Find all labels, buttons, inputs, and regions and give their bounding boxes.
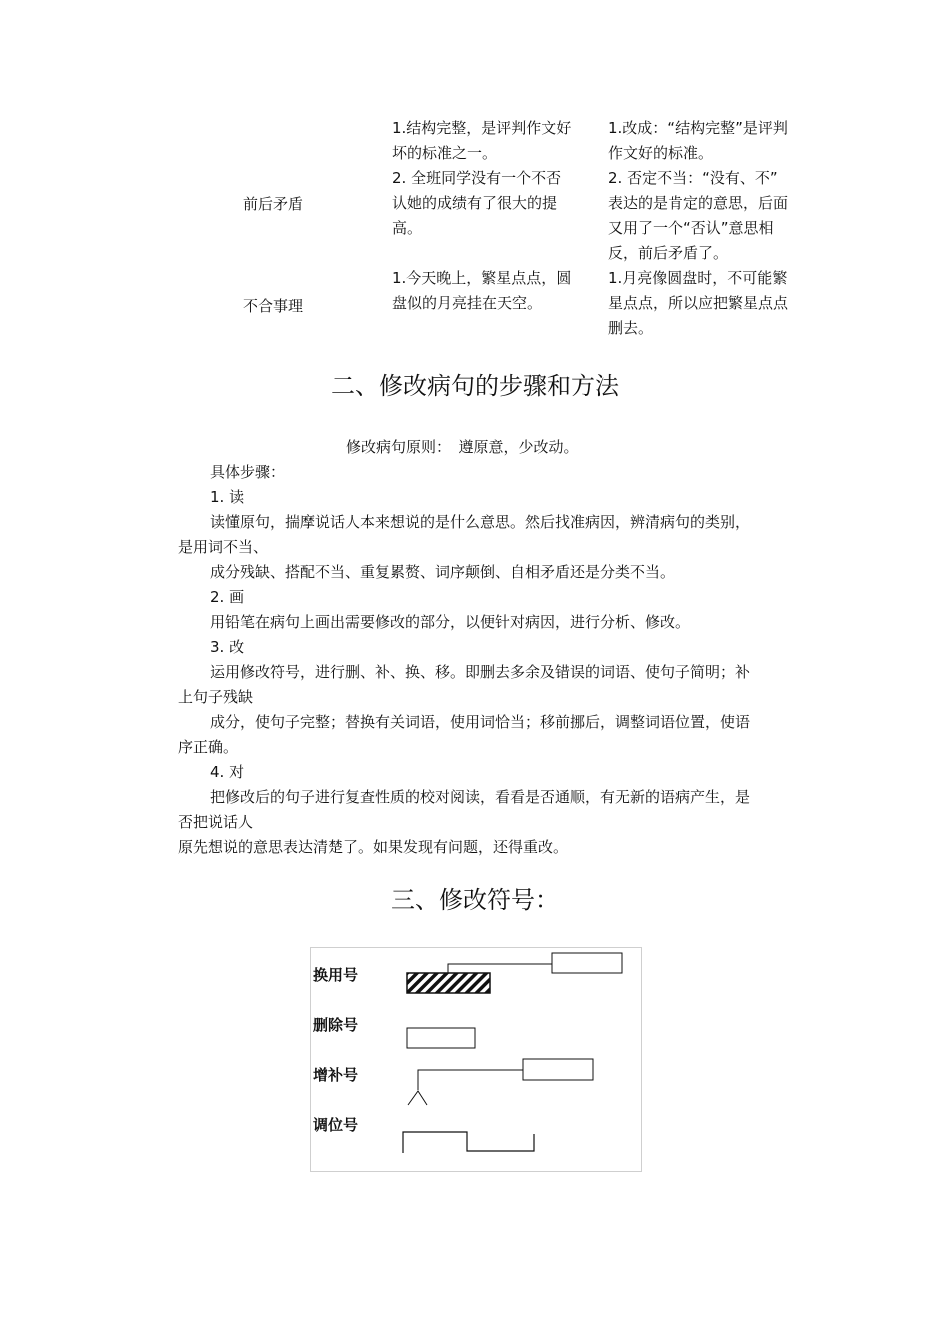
delete-mark-label: 删除号 [313, 1016, 359, 1034]
step-text: 读懂原句，揣摩说话人本来想说的是什么意思。然后找准病因，辨清病句的类别， [210, 513, 751, 531]
steps-heading: 具体步骤： [210, 463, 286, 481]
correction-symbols-figure [310, 947, 642, 1172]
symbols-drawing [311, 948, 641, 1171]
text-line: 2. 全班同学没有一个不否 [392, 169, 562, 187]
example-cell [392, 166, 561, 241]
example-cell [392, 116, 571, 166]
step-text: 成分残缺、搭配不当、重复累赘、词序颠倒、自相矛盾还是分类不当。 [210, 563, 676, 581]
text-line: 1.改成：“结构完整”是评判 [608, 119, 788, 137]
category-unreasonable: 不合事理 [243, 297, 304, 315]
insert-mark-icon [408, 1059, 593, 1105]
step-text: 上句子残缺 [178, 688, 254, 706]
step-text: 成分，使句子完整；替换有关词语，使用词恰当；移前挪后，调整词语位置，使语 [210, 713, 751, 731]
text-line: 1.结构完整，是评判作文好 [392, 119, 572, 137]
transpose-mark-icon [403, 1132, 534, 1153]
replace-mark-label: 换用号 [313, 966, 359, 984]
text-line: 2. 否定不当：“没有、不” [608, 169, 778, 187]
step-text: 是用词不当、 [178, 538, 269, 556]
step-text: 原先想说的意思表达清楚了。如果发现有问题，还得重改。 [178, 838, 569, 856]
text-line: 反，前后矛盾了。 [608, 244, 729, 262]
step-text: 运用修改符号，进行删、补、换、移。即删去多余及错误的词语、使句子简明；补 [210, 663, 751, 681]
step-text: 把修改后的句子进行复查性质的校对阅读，看看是否通顺，有无新的语病产生，是 [210, 788, 751, 806]
step-text: 否把说话人 [178, 813, 254, 831]
step-text: 用铅笔在病句上画出需要修改的部分，以便针对病因，进行分析、修改。 [210, 613, 691, 631]
delete-mark-icon [407, 1028, 475, 1048]
text-line: 盘似的月亮挂在天空。 [392, 294, 543, 312]
text-line: 认她的成绩有了很大的提 [392, 194, 558, 212]
section3-title: 三、修改符号： [391, 886, 559, 914]
category-contradiction: 前后矛盾 [243, 195, 304, 213]
principle-line: 修改病句原则： 遵原意，少改动。 [346, 438, 579, 456]
text-line: 星点点，所以应把繁星点点 [608, 294, 789, 312]
step-heading: 2. 画 [210, 588, 245, 606]
text-line: 作文好的标准。 [608, 144, 714, 162]
correction-cell [608, 116, 788, 166]
replace-mark-icon [407, 953, 622, 993]
text-line: 表达的是肯定的意思，后面 [608, 194, 789, 212]
step-heading: 4. 对 [210, 763, 245, 781]
text-line: 1.月亮像圆盘时，不可能繁 [608, 269, 788, 287]
step-heading: 1. 读 [210, 488, 245, 506]
correction-cell [608, 266, 788, 341]
section2-title: 二、修改病句的步骤和方法 [331, 372, 619, 400]
correction-cell [608, 166, 788, 266]
transpose-mark-label: 调位号 [313, 1116, 359, 1134]
text-line: 高。 [392, 219, 423, 237]
text-line: 又用了一个“否认”意思相 [608, 219, 774, 237]
text-line: 1.今天晚上，繁星点点，圆 [392, 269, 572, 287]
text-line: 坏的标准之一。 [392, 144, 498, 162]
step-heading: 3. 改 [210, 638, 245, 656]
step-text: 序正确。 [178, 738, 239, 756]
insert-mark-label: 增补号 [313, 1066, 359, 1084]
text-line: 删去。 [608, 319, 654, 337]
example-cell [392, 266, 571, 316]
